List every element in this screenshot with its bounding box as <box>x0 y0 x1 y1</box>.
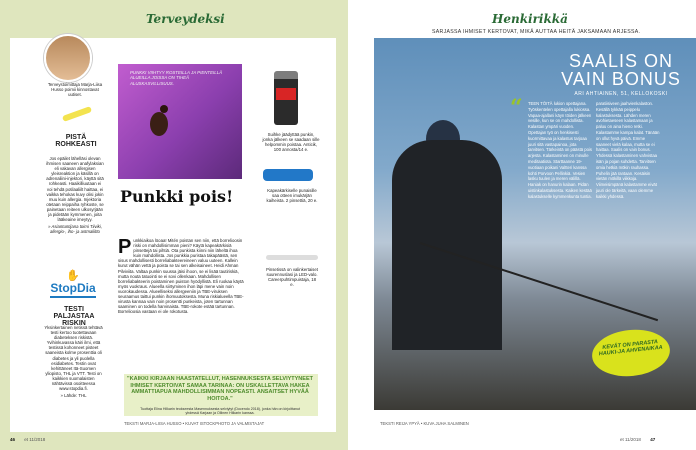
right-text-column-2: paratiisiveen jaahvienkalaston. Kesällä tykkää peippelu kalastuksesta. Lähden meren avohietaeseen kalastamaan ja paluu on aina hieno retki. Kalastamme kampa kalat. Tänään on ollut hyvä päivä. Emme saaneet vielä kalaa, mutta se ei haittaa. Saalis on vain bonus. Yhdessä kalastaminen vahvistaa isän ja pojan suhdetta. Tarvitsen omia hetkiä mökin rauhassa. Puhelin jää rantaan. Kesäisin vietän mökillä viikkoja. Viimeisimpänä kalastamme eivät juuri ole tärkeitä, vaan olemme kaikki yhdessä. <box>596 101 660 199</box>
article-body <box>118 238 246 314</box>
product-caption-2: Kapeakärkiselle punaisille saa otteen imukärjän kaiheista. 2 pinsettiä, 20 e. <box>266 188 318 204</box>
right-magazine-name: et 11/2018 <box>620 437 641 442</box>
item1-body <box>46 156 104 234</box>
author-avatar <box>44 34 92 82</box>
spray-label <box>276 88 296 100</box>
fisherman-figure <box>392 140 502 350</box>
hero-title: SAALIS ON VAIN BONUS <box>561 51 681 89</box>
stopdia-logo-underline <box>50 296 96 298</box>
pull-quote: "KAIKKI KIRJAAN HAASTATELLUT, HASENNUKSESTA SELVIYTYNEET IHMISET KERTOIVAT SAMAA TARINAA: ON USKALLETTAVA HAKEA AMMATTIAPUA MAHDOLLISIMMAN NOPEASTI. ANSAITSET HYVÄÄ HOITOA." <box>127 376 313 402</box>
item2-title: TESTI PALJASTAA RISKIN <box>53 306 95 327</box>
left-footer <box>10 437 45 442</box>
article-body-text: unkkiaikoa löoaa! Mitén poistan sen niin, että borrelioosin riski on mahdollisimman pieni? Käytä kapeakärkisiä pinsettejä tai pihtiä. Ota punkista kiinni niin läheltä ihoa kuin mahdollista. Jos punkkia puristaa takapäästä, sen sisus mahdollisesti borreliabakteereineen valuu uuteen. Kallein kurut vähän vettä ja poista se tai sen alkeisaineet. Heidi Ahman Pilviviita. Valtaa punkin suussa jäisi ihoon, se ei lisää tautiriskiä, mutta nouta tatuointi se ei sovi ollenkaan. Mahdollisen borreliabakteerin poistaminen puiston hyödyllistä. Eli ruokaa käytä myös vuokraus. Alueella siirtyminen ihon läpi mene vain noin vuorokaudessa. Alueelliseksi allergeeniin ja TBE-viruksen seuraamus taittui punkin ihomuutoksesta. Muna riskialueella TBE-virusta kannaa vain noin prosentti punkeista, joten tartunnan saaminen on todella harvinaista. TBE-rokote estää tartunnan. Borrelioosia vastaan ei ole rokotusta. <box>118 238 244 315</box>
item1-title: PISTÄ ROHKEASTI <box>55 134 97 148</box>
item2-source: » Lähde: THL <box>60 393 87 399</box>
product-caption-1: Suihke jäädyttää punkin, jonka jälkeen se saadaan sille helpommin poistaa. Anticik, 100 annosta/14 e. <box>262 132 320 153</box>
right-page-number: 47 <box>650 437 656 442</box>
left-footer-credits: TEKSTI MARJA-LIISA HUSSO • KUVAT ISTOCKPHOTO JA VALMISTAJAT <box>124 421 265 426</box>
stopdia-logo <box>44 269 102 305</box>
right-text-column-1: TEEN TÖITÄ lukion opettajana. Työskentelen opettajalla lukiossa. Vapaa-ajallani käyn töiden jälkeen vesille, kun se on mahdollista. Kalastan ympäri vuoden. Opettajan työ on henkisesti kuormittavaa ja kalastus tarjoaa juuri sitä vastapainoa, jota tarvitsen. Tärkeintä on päästä pois arjesta. Kalastaminen on minulle meditaatiota. Starttaanne 19-vuotiaan poikani Valtteri kanssa kohti Porvoon Pellinkiä. Vesien lasku tuulen ja meren välillä. Haniak on hanurin kalaan. Pidän uistinkalastuksesta. Kaiken kestää kalastukselle kymmenkunta tuntia. <box>528 101 592 199</box>
tweezers-product-image <box>263 169 313 181</box>
quote-mark-icon: “ <box>510 95 523 121</box>
right-footer-credits: TEKSTI REIJA YPYÄ • KUVA JUHA SALMINEN <box>380 421 469 426</box>
left-page-number: 46 <box>10 437 16 442</box>
item2-body <box>43 325 104 398</box>
right-footer <box>620 437 655 442</box>
pull-quote-caption: Tuottaja Elina Hilkarin teokseesta Masennuksesta selviytyt (Docendo 2018), jonka hän on kirjoittanut yhdessä Karjaan ja Ollinen Hilkarin kanssa. <box>140 407 300 416</box>
photo-quote: PUNKKI VIIHTYY ROSTEILLA JA PIENTEILLÄ ALUEILLA JOISSA ON TIHEÄ ALUSKASVILLISUUS. <box>130 70 223 86</box>
spray-product-image <box>274 71 298 125</box>
author-caption: Terveystoimittaja Marja-Liisa Husso poimii kinnostavat uutiset. <box>47 82 103 98</box>
article-heading: Punkki pois! <box>120 187 234 206</box>
magnifier-tweezers-image <box>266 255 318 260</box>
hero-subtitle: ARI AHTIAINEN, 51, KELLOKOSKI <box>574 91 668 97</box>
item1-body-text: Jos epäilet lähelläsi olevan ihmisen saaneen anafylaksian eli vakavan allergisen yleisreaktion ja käsillä on adrenaliini-injektori, käyttä sitä rohkeasti. Haaikilliuutaan ei voi tehdä potilaaliilt haittaa, ei vaikka tehokas kuvy olisi jokin muu kuin allergia. Injektoria otetaan reippaiha ryhkoste, se painetaan reiteen ulkosyrjään ja pidetään kymmenen, joita lääkeaine imeytyy. <box>46 156 104 223</box>
stopdia-hand-icon: ✋ <box>66 270 80 282</box>
item1-source: » Asiantuntijana toimi Tiiviki, allergio-, iho- ja astmaliitto <box>48 224 102 235</box>
left-magazine-name: et 11/2018 <box>24 437 46 442</box>
left-section-title: Terveydeksi <box>146 12 225 26</box>
right-section-subtitle: SARJASSA IHMISET KERTOVAT, MIKÄ AUTTAA HEITÄ JAKSAMAAN ARJESSA. <box>432 29 641 35</box>
right-section-title: Henkirikkä <box>492 12 568 26</box>
article-dropcap: P <box>118 236 132 258</box>
product-caption-3: Pinsetissä on valinkertaiset suurennuslasi ja LED-valo. Careerpuhtimpuistaja, 18 e. <box>266 267 318 288</box>
stopdia-logo-text: StopDia <box>50 281 96 295</box>
tick-illustration <box>150 112 168 136</box>
pull-quote-box <box>124 374 318 416</box>
item2-body-text: Yksinkertainen netissä tehtävä testi kertoo tuotettavaan diabeteksen riskistä. Yvihinkuvassa käiri ilmi, että testissä kohonneet pisteet saaneista kolme prosenttia oli diabetes ja yli puolella esidiabetes. Testin ovat kehittäneet Itä-Suomen yliopisto, THL ja VTT. Testi on kaikkien suomalaisten nähtävissä osoitteessa www.stopdia.fi. <box>44 325 103 392</box>
tick-head <box>160 105 168 113</box>
season-badge-text: KEVÄT ON PARASTA HAUKI-JA AHVENAIKAA <box>598 339 663 358</box>
